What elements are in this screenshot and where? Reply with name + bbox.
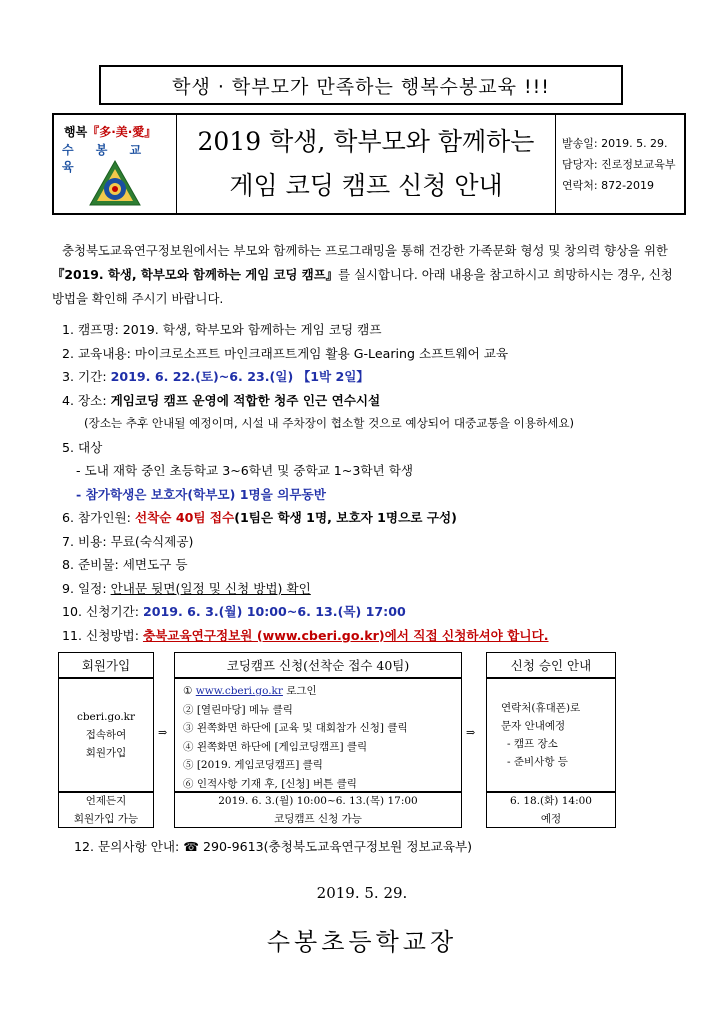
apply-period-label: 10. 신청기간: xyxy=(62,604,143,619)
item-content: 2. 교육내용: 마이크로소프트 마인크래프트게임 활용 G-Learing 소프트웨어 교육 xyxy=(62,345,509,361)
issue-date: 발송일: 2019. 5. 29. xyxy=(562,136,668,150)
flow-substep-2: ② [열린마당] 메뉴 클릭 xyxy=(183,703,293,716)
document-info xyxy=(556,115,684,213)
school-logo-block xyxy=(54,115,177,213)
intro-text-2: 를 실시합니다. 아래 내용을 참고하시고 희망하시는 경우, 신청방법을 확인해 주시기 바랍니다. xyxy=(52,267,673,306)
flow-substep-1 xyxy=(183,682,461,701)
flow-step1-header: 회원가입 xyxy=(58,652,154,678)
inquiry-label: 12. 문의사항 안내: xyxy=(74,839,184,854)
flow-step1-line: 회원가입 xyxy=(85,747,127,759)
capacity-value: 선착순 40팀 접수 xyxy=(134,510,235,525)
substep-text: 로그인 xyxy=(282,685,317,697)
substep-number: ① xyxy=(183,685,196,697)
flow-step3-line: - 준비사항 등 xyxy=(507,756,568,768)
place-note: (장소는 추후 안내될 예정이며, 시설 내 주차장이 협소할 것으로 예상되어 대중교통을 이용하세요) xyxy=(84,416,575,430)
target-detail: - 도내 재학 중인 초등학교 3~6학년 및 중학교 1~3학년 학생 xyxy=(76,463,414,478)
logo-school-name: 수 봉 교 육 xyxy=(62,143,151,174)
item-supplies: 8. 준비물: 세면도구 등 xyxy=(62,557,188,572)
logo-motto-text: 『多·美·愛』 xyxy=(87,125,157,139)
item-period xyxy=(62,365,702,389)
title-line-1: 2019 학생, 학부모와 함께하는 xyxy=(197,127,535,156)
item-target: 5. 대상 xyxy=(62,439,103,455)
title-line-2: 게임 코딩 캠프 신청 안내 xyxy=(229,171,503,200)
apply-method-label: 11. 신청방법: xyxy=(62,627,143,643)
flow-step3-header: 신청 승인 안내 xyxy=(486,652,616,678)
principal-signature: 수봉초등학교장 xyxy=(266,928,458,956)
flow-step3-line: 연락처(휴대폰)로 xyxy=(501,702,581,714)
flow-substep-5: ⑤ [2019. 게임코딩캠프] 클릭 xyxy=(183,759,323,771)
document-title xyxy=(177,115,556,213)
period-value: 2019. 6. 22.(토)~6. 23.(일) 【1박 2일】 xyxy=(110,369,370,384)
item-capacity xyxy=(62,506,702,530)
flow-step1-body xyxy=(58,678,154,792)
item-apply-period xyxy=(62,600,702,624)
slogan-banner: 학생 · 학부모가 만족하는 행복수봉교육 !!! xyxy=(99,65,623,105)
flow-arrow-icon: ⇒ xyxy=(158,726,168,739)
schedule-label: 9. 일정: xyxy=(62,580,111,596)
item-cost: 7. 비용: 무료(숙식제공) xyxy=(62,533,194,549)
contact: 연락처: 872-2019 xyxy=(562,178,655,192)
cberi-link[interactable]: www.cberi.go.kr xyxy=(195,685,283,697)
inquiry-value: 290-9613(충청북도교육연구정보원 정보교육부) xyxy=(202,839,473,854)
flow-step3-foot-line: 예정 xyxy=(540,813,562,825)
manager: 담당자: 진로정보교육부 xyxy=(562,157,676,171)
flow-step2-foot-line: 2019. 6. 3.(월) 10:00~6. 13.(목) 17:00 xyxy=(218,795,418,807)
flow-substep-6: ⑥ 인적사항 기재 후, [신청] 버튼 클릭 xyxy=(183,777,357,790)
item-apply-method xyxy=(62,624,702,648)
details-list xyxy=(62,318,702,647)
flow-step1-line: 접속하여 xyxy=(85,729,127,741)
phone-icon: ☎ xyxy=(183,839,199,854)
document-header xyxy=(52,113,686,215)
flow-substep-4: ④ 왼쪽화면 하단에 [게임코딩캠프] 클릭 xyxy=(183,740,368,753)
logo-motto xyxy=(64,123,156,140)
flow-arrow-icon: ⇒ xyxy=(466,726,476,739)
flow-step2-footer xyxy=(174,792,462,828)
document-date: 2019. 5. 29. xyxy=(316,884,408,902)
item-inquiry xyxy=(74,836,472,855)
flow-step3-body xyxy=(486,678,616,792)
schedule-value: 안내문 뒷면(일정 및 신청 방법) 확인 xyxy=(110,580,311,596)
flow-step2-body xyxy=(174,678,462,792)
apply-period-value: 2019. 6. 3.(월) 10:00~6. 13.(목) 17:00 xyxy=(142,604,406,619)
capacity-detail: (1팀은 학생 1명, 보호자 1명으로 구성) xyxy=(234,510,457,525)
flow-step3-foot-line: 6. 18.(화) 14:00 xyxy=(510,795,592,807)
flow-step1-line: cberi.go.kr xyxy=(76,711,136,723)
intro-camp-name: 『2019. 학생, 학부모와 함께하는 게임 코딩 캠프』 xyxy=(52,267,339,282)
flow-step1-footer xyxy=(58,792,154,828)
place-label: 4. 장소: xyxy=(62,392,111,408)
intro-text-1: 충청북도교육연구정보원에서는 부모와 함께하는 프로그래밍을 통해 건강한 가족문화 형성 및 창의력 향상을 위한 xyxy=(62,243,668,258)
target-guardian-note: - 참가학생은 보호자(학부모) 1명을 의무동반 xyxy=(76,486,326,502)
place-value: 게임코딩 캠프 운영에 적합한 청주 인근 연수시설 xyxy=(110,392,381,408)
item-camp-name: 1. 캠프명: 2019. 학생, 학부모와 함께하는 게임 코딩 캠프 xyxy=(62,322,382,337)
application-flow xyxy=(58,652,618,828)
flow-substep-3: ③ 왼쪽화면 하단에 [교육 및 대회참가 신청] 클릭 xyxy=(183,722,408,734)
school-emblem-icon xyxy=(88,159,142,207)
logo-prefix: 행복 xyxy=(64,125,88,139)
flow-step2-foot-line: 코딩캠프 신청 가능 xyxy=(274,813,362,825)
period-label: 3. 기간: xyxy=(62,369,111,384)
flow-step1-foot-line: 언제든지 xyxy=(85,795,127,807)
flow-step3-line: - 캠프 장소 xyxy=(507,738,558,750)
flow-step3-footer xyxy=(486,792,616,828)
flow-step1-foot-line: 회원가입 가능 xyxy=(73,813,139,825)
flow-step3-line: 문자 안내예정 xyxy=(501,720,566,732)
item-schedule xyxy=(62,577,702,601)
apply-method-value: 충북교육연구정보원 (www.cberi.go.kr)에서 직접 신청하셔야 합니다. xyxy=(142,627,549,643)
flow-step2-header: 코딩캠프 신청(선착순 접수 40팀) xyxy=(174,652,462,678)
intro-paragraph xyxy=(52,239,684,311)
capacity-label: 6. 참가인원: xyxy=(62,510,135,525)
item-place xyxy=(62,389,702,413)
